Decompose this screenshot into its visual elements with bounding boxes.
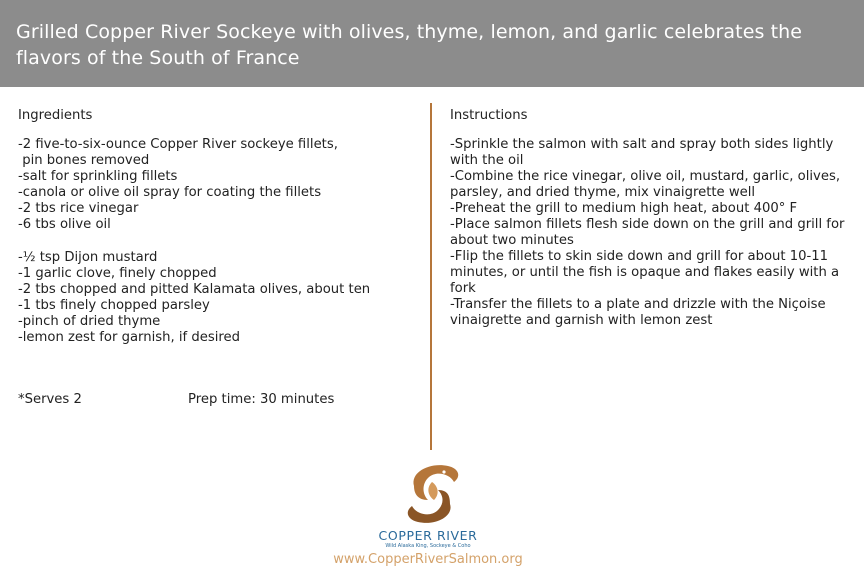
instruction-step: -Combine the rice vinegar, olive oil, mustard, garlic, olives, parsley, and dried thyme, mix vinaigrette well <box>450 169 845 200</box>
ingredient-item: -lemon zest for garnish, if desired <box>18 330 241 345</box>
title-banner <box>0 0 864 87</box>
prep-time-label: Prep time: 30 minutes <box>188 392 335 407</box>
instruction-step: -Sprinkle the salmon with salt and spray both sides lightly with the oil <box>450 137 838 168</box>
ingredients-list-1 <box>18 137 418 233</box>
column-divider <box>430 103 432 450</box>
instructions-heading: Instructions <box>450 108 528 123</box>
brand-name: COPPER RIVER <box>378 528 478 543</box>
brand-tagline: Wild Alaska King, Sockeye & Coho <box>385 543 471 549</box>
ingredient-item: -½ tsp Dijon mustard <box>18 250 158 265</box>
ingredient-item: -2 tbs chopped and pitted Kalamata olives, about ten <box>18 282 371 297</box>
instruction-step: -Place salmon fillets flesh side down on the grill and grill for about two minutes <box>450 217 849 248</box>
instruction-step: -Transfer the fillets to a plate and drizzle with the Niçoise vinaigrette and garnish with lemon zest <box>450 297 830 328</box>
instruction-step: -Preheat the grill to medium high heat, about 400° F <box>450 201 798 216</box>
instruction-step: -Flip the fillets to skin side down and grill for about 10-11 minutes, or until the fish is opaque and flakes easily with a fork <box>450 249 844 296</box>
salmon-logo-icon <box>392 460 472 528</box>
ingredient-item: -1 tbs finely chopped parsley <box>18 298 210 313</box>
instructions-list <box>450 137 850 329</box>
ingredient-item: -2 five-to-six-ounce Copper River sockeye fillets, pin bones removed <box>18 137 338 168</box>
ingredient-item: -salt for sprinkling fillets <box>18 169 178 184</box>
ingredients-heading: Ingredients <box>18 108 93 123</box>
ingredient-item: -1 garlic clove, finely chopped <box>18 266 217 281</box>
ingredients-list-2 <box>18 250 418 346</box>
serves-label: *Serves 2 <box>18 392 82 407</box>
ingredient-item: -2 tbs rice vinegar <box>18 201 139 216</box>
ingredient-item: -pinch of dried thyme <box>18 314 161 329</box>
salmon-logo-graphic <box>392 460 472 528</box>
ingredient-item: -canola or olive oil spray for coating the fillets <box>18 185 322 200</box>
ingredient-item: -6 tbs olive oil <box>18 217 111 232</box>
ingredients-section <box>18 108 418 346</box>
instructions-section <box>450 108 850 329</box>
website-link[interactable]: www.CopperRiverSalmon.org <box>333 552 523 567</box>
recipe-title: Grilled Copper River Sockeye with olives, thyme, lemon, and garlic celebrates the flavors of the South of France <box>16 21 803 69</box>
